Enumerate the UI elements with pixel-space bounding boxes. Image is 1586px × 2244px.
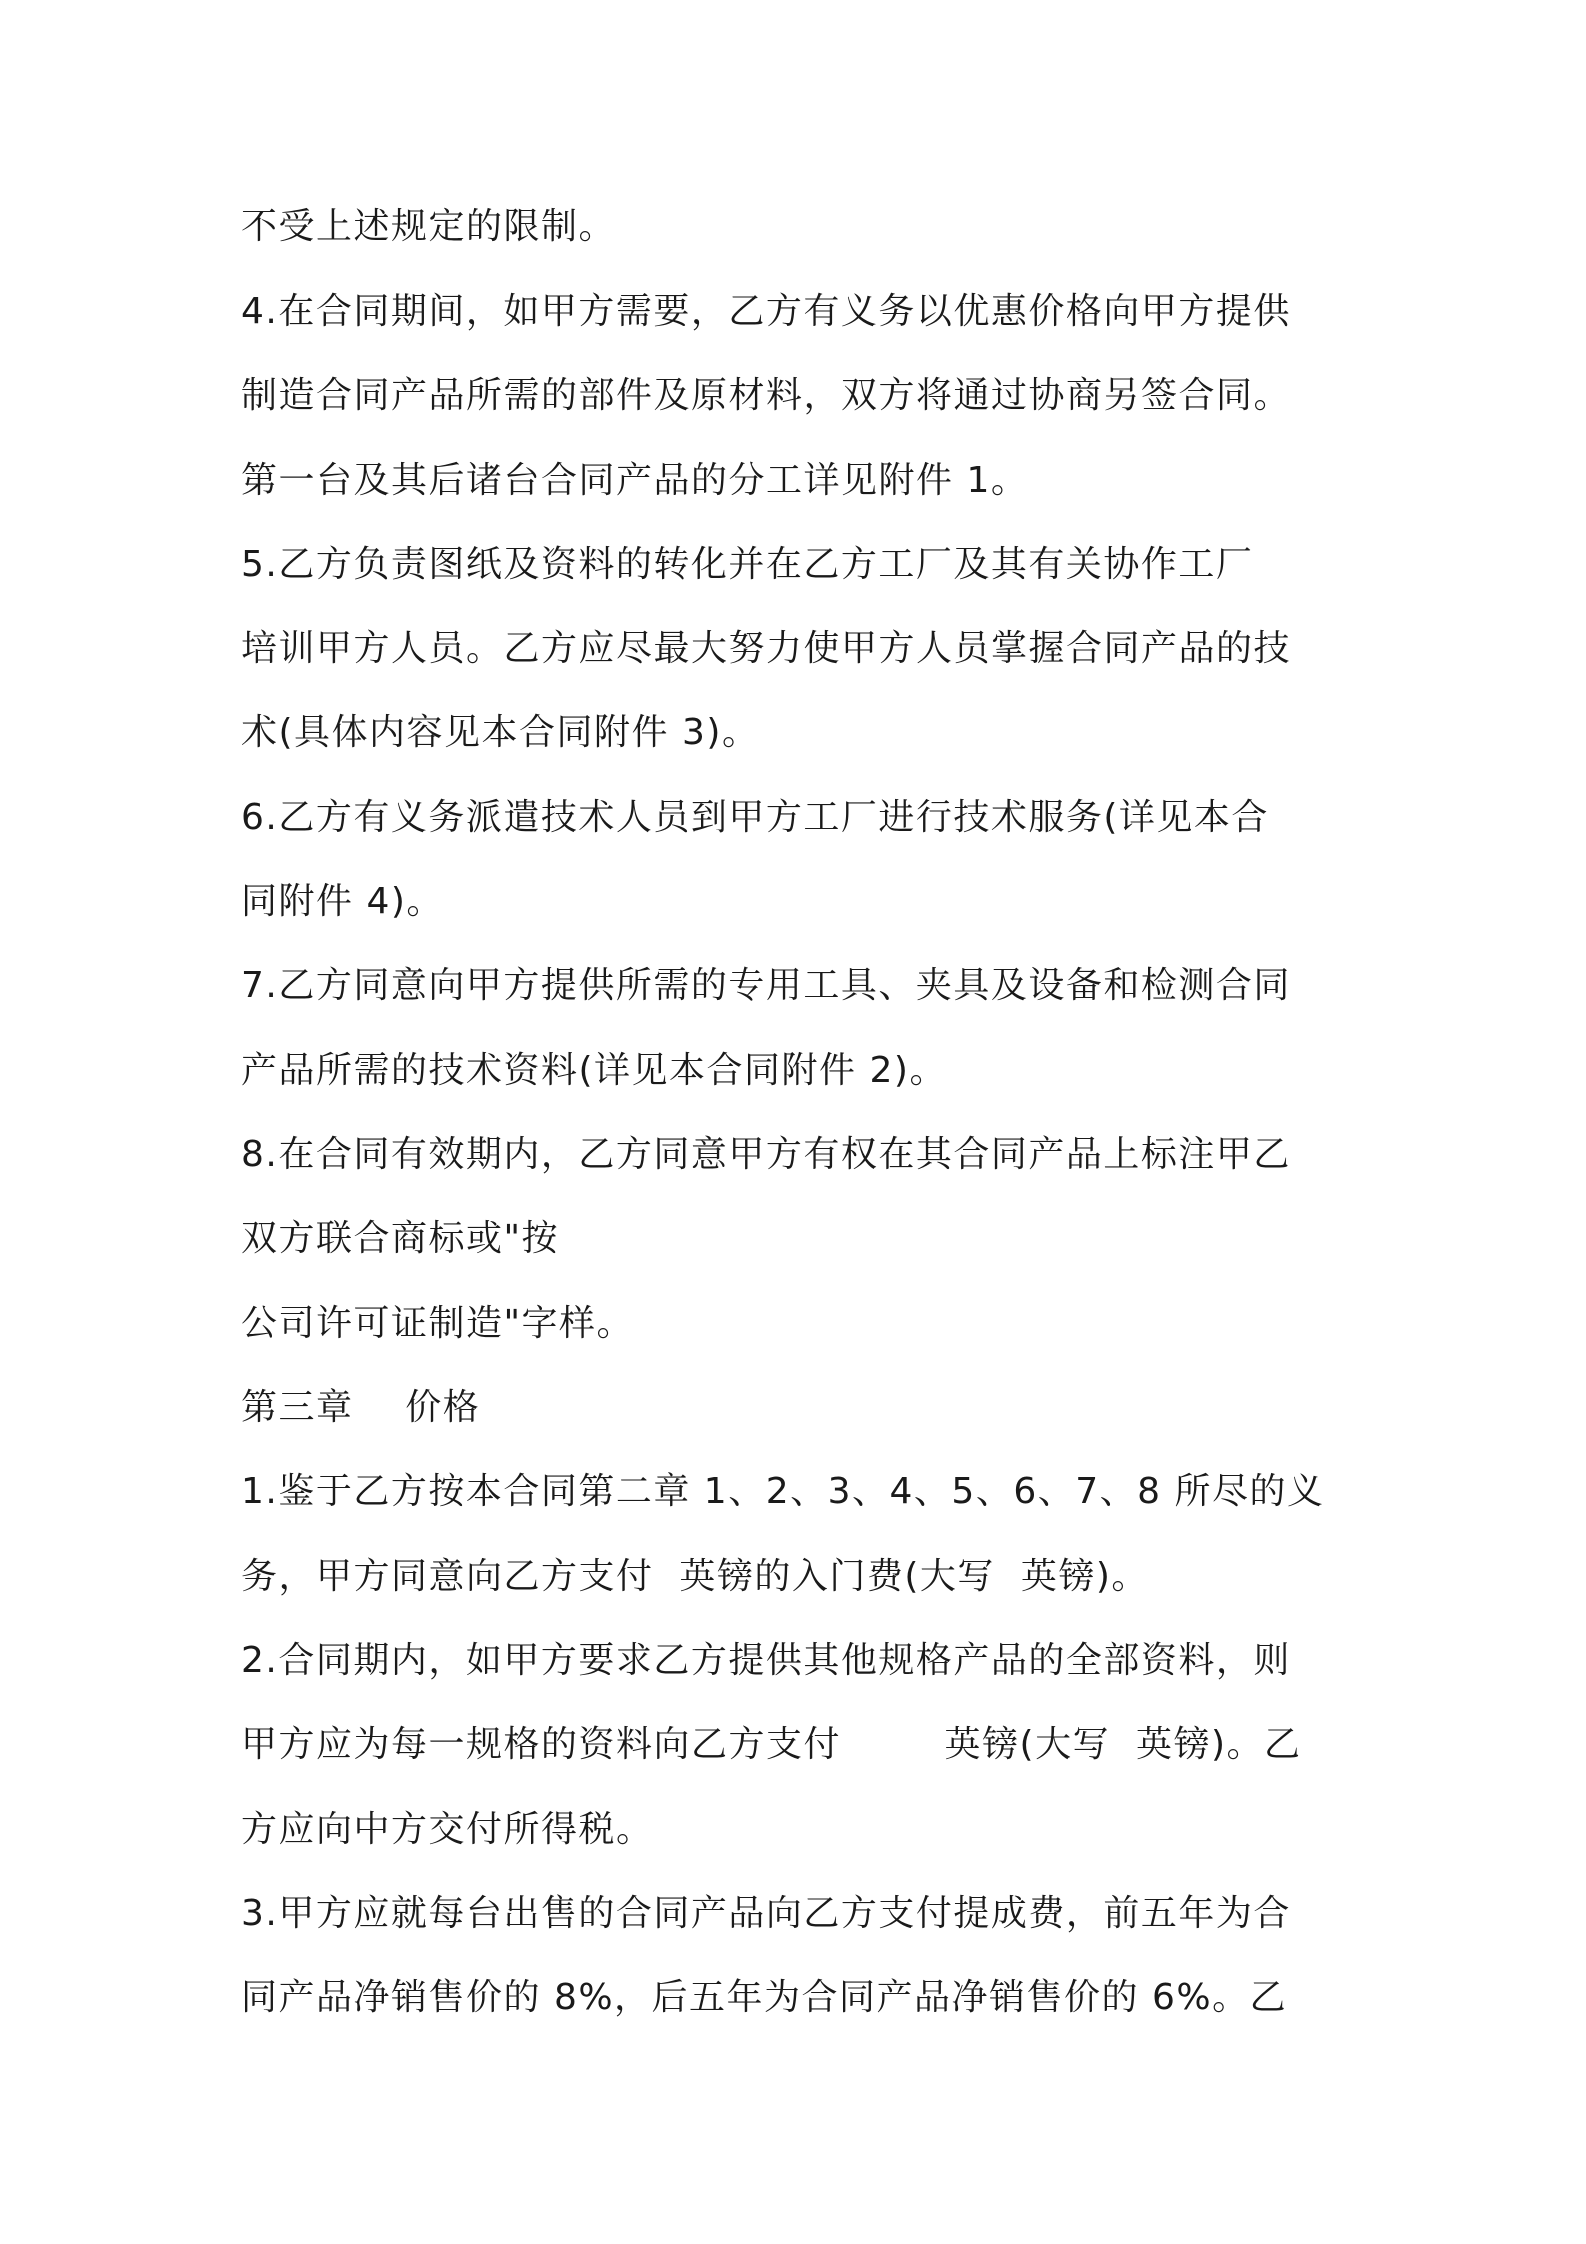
text-line: 方应向中方交付所得税。: [241, 1809, 654, 1850]
text-line: 甲方应为每一规格的资料向乙方支付 英镑(大写 英镑)。乙: [241, 1724, 1302, 1765]
text-line: 8.在合同有效期内，乙方同意甲方有权在其合同产品上标注甲乙: [241, 1134, 1291, 1175]
text-line: 第一台及其后诸台合同产品的分工详见附件 1。: [241, 460, 1029, 501]
chapter-heading: 第三章 价格: [241, 1387, 481, 1428]
text-line: 术(具体内容见本合同附件 3)。: [241, 712, 760, 753]
text-line: 务，甲方同意向乙方支付 英镑的入门费(大写 英镑)。: [241, 1556, 1149, 1597]
text-line: 5.乙方负责图纸及资料的转化并在乙方工厂及其有关协作工厂: [241, 544, 1254, 585]
text-line: 2.合同期内，如甲方要求乙方提供其他规格产品的全部资料，则: [241, 1640, 1291, 1681]
text-line: 公司许可证制造"字样。: [241, 1303, 635, 1344]
text-line: 4.在合同期间，如甲方需要，乙方有义务以优惠价格向甲方提供: [241, 291, 1291, 332]
text-line: 7.乙方同意向甲方提供所需的专用工具、夹具及设备和检测合同: [241, 965, 1291, 1006]
text-line: 同附件 4)。: [241, 881, 444, 922]
text-line: 双方联合商标或"按: [241, 1218, 560, 1259]
text-line: 培训甲方人员。乙方应尽最大努力使甲方人员掌握合同产品的技: [241, 628, 1292, 669]
text-line: 制造合同产品所需的部件及原材料，双方将通过协商另签合同。: [241, 375, 1292, 416]
text-line: 不受上述规定的限制。: [241, 206, 617, 247]
text-line: 同产品净销售价的 8%，后五年为合同产品净销售价的 6%。乙: [241, 1977, 1288, 2018]
text-line: 1.鉴于乙方按本合同第二章 1、2、3、4、5、6、7、8 所尽的义: [241, 1471, 1325, 1512]
text-line: 6.乙方有义务派遣技术人员到甲方工厂进行技术服务(详见本合: [241, 797, 1269, 838]
text-line: 产品所需的技术资料(详见本合同附件 2)。: [241, 1050, 947, 1091]
text-line: 3.甲方应就每台出售的合同产品向乙方支付提成费，前五年为合: [241, 1893, 1291, 1934]
